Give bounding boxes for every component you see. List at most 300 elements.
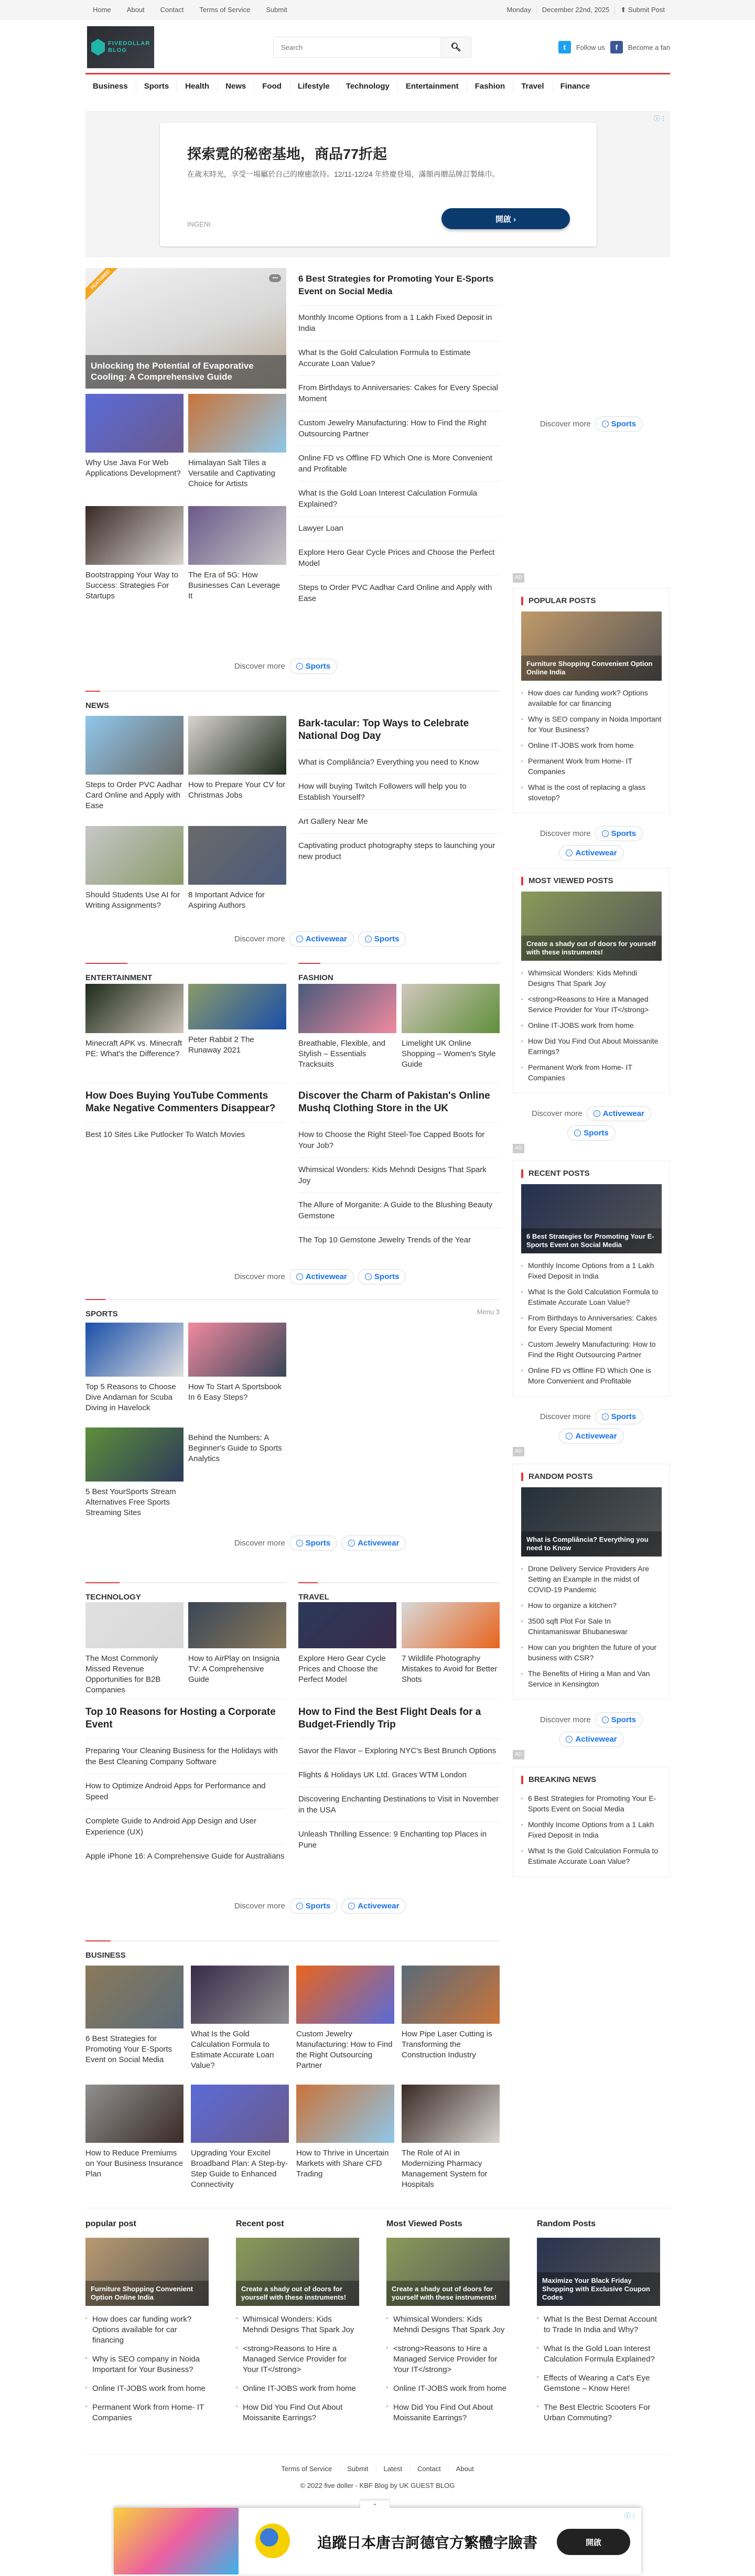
post-thumbnail[interactable] xyxy=(298,984,396,1033)
discover-chip[interactable] xyxy=(341,1898,406,1914)
footer-featured-post[interactable] xyxy=(85,2238,209,2306)
footer-list-item[interactable]: How Did You Find Out About Moissanite Earrings? xyxy=(236,2398,359,2428)
post-title[interactable]: How To Start A Sportsbook In 6 Easy Steps? xyxy=(188,1382,282,1402)
widget-list-item[interactable]: Online IT-JOBS work from home xyxy=(521,737,662,753)
section-divider xyxy=(85,1299,500,1300)
list-item[interactable]: Flights & Holidays UK Ltd. Graces WTM London xyxy=(298,1763,500,1787)
post-title[interactable]: How to AirPlay on Insignia TV: A Comprehensive Guide xyxy=(188,1654,280,1684)
copyright: © 2022 five doller - KBF Blog by UK GUEST BLOG xyxy=(300,2482,455,2489)
post-list xyxy=(85,1083,286,1146)
post-thumbnail[interactable] xyxy=(188,394,286,453)
post-title[interactable]: Behind the Numbers: A Beginner's Guide to Sports Analytics xyxy=(188,1433,282,1463)
chip-label: Sports xyxy=(305,1539,331,1548)
chip-label: Sports xyxy=(584,1129,609,1137)
trend-icon: ↑ xyxy=(602,1413,609,1420)
twitter-icon[interactable]: t xyxy=(558,41,571,53)
section-divider xyxy=(85,691,500,692)
post-thumbnail[interactable] xyxy=(188,826,286,885)
widget-list-item[interactable]: What Is the Gold Calculation Formula to Estimate Accurate Loan Value? xyxy=(521,1843,662,1869)
section-divider xyxy=(298,963,500,964)
widget-list-item[interactable]: Monthly Income Options from a 1 Lakh Fixed Deposit in India xyxy=(521,1258,662,1284)
trend-icon: ↑ xyxy=(365,1273,372,1280)
post-card[interactable] xyxy=(402,1966,500,2060)
discover-label: Discover more xyxy=(540,829,591,838)
widget-featured-title: Create a shady out of doors for yourself with these instruments! xyxy=(521,936,662,961)
post-title[interactable]: 6 Best Strategies for Promoting Your E-Sports Event on Social Media xyxy=(85,2034,172,2064)
post-thumbnail[interactable] xyxy=(188,1323,286,1377)
footer-list-item[interactable]: What Is the Best Demat Account to Trade In India and Why? xyxy=(537,2310,660,2339)
discover-label: Discover more xyxy=(234,662,285,671)
facebook-icon[interactable]: f xyxy=(610,41,623,53)
footer-link-about[interactable]: About xyxy=(448,2465,481,2473)
widget-heading: BREAKING NEWS xyxy=(521,1776,662,1784)
footer-featured-post[interactable] xyxy=(386,2238,510,2306)
nav-item-finance[interactable]: Finance xyxy=(552,80,598,93)
post-thumbnail[interactable] xyxy=(85,2085,184,2143)
post-card[interactable] xyxy=(191,2085,289,2190)
list-item[interactable]: The Allure of Morganite: A Guide to the Blushing Beauty Gemstone xyxy=(298,1193,500,1228)
widget-list-item[interactable]: Custom Jewelry Manufacturing: How to Find the Right Outsourcing Partner xyxy=(521,1336,662,1362)
footer-links xyxy=(0,2465,755,2473)
slider-dots-icon[interactable]: ••• xyxy=(269,274,281,282)
footer-link-submit[interactable]: Submit xyxy=(339,2465,375,2473)
discover-label: Discover more xyxy=(234,1902,285,1910)
lead-post-title[interactable]: Top 10 Reasons for Hosting a Corporate Event xyxy=(85,1706,286,1739)
list-item[interactable]: What Is the Gold Calculation Formula to Estimate Accurate Loan Value? xyxy=(298,341,500,376)
widget-list-item[interactable]: Permanent Work from Home- IT Companies xyxy=(521,753,662,779)
post-title[interactable]: The Era of 5G: How Businesses Can Leverage It xyxy=(188,571,281,600)
post-card[interactable] xyxy=(402,2085,500,2190)
post-thumbnail[interactable] xyxy=(191,1966,289,2024)
section-title: FASHION xyxy=(298,973,333,982)
post-title[interactable]: What Is the Gold Calculation Formula to Estimate Accurate Loan Value? xyxy=(191,2030,274,2070)
post-title[interactable]: How to Reduce Premiums on Your Business Insurance Plan xyxy=(85,2149,183,2178)
discover-chip[interactable] xyxy=(595,1712,643,1727)
list-item[interactable]: Savor the Flavor – Exploring NYC's Best Brunch Options xyxy=(298,1739,500,1763)
post-title[interactable]: 8 Important Advice for Aspiring Authors xyxy=(188,890,265,910)
footer-list-item[interactable]: How does car funding work? Options available for car financing xyxy=(85,2310,209,2350)
widget-list-item[interactable]: How Did You Find Out About Moissanite Earrings? xyxy=(521,1033,662,1059)
widget-list-item[interactable]: Permanent Work from Home- IT Companies xyxy=(521,1059,662,1086)
footer-list-item[interactable]: Why is SEO company in Noida Important for Your Business? xyxy=(85,2350,209,2379)
list-item[interactable]: Monthly Income Options from a 1 Lakh Fixed Deposit in India xyxy=(298,306,500,341)
nav-item-health[interactable]: Health xyxy=(177,80,217,93)
collapse-ad-button[interactable]: ⌄ xyxy=(360,2500,390,2508)
post-card[interactable] xyxy=(188,506,286,602)
footer-column-heading: Most Viewed Posts xyxy=(386,2219,462,2228)
post-card[interactable] xyxy=(296,2085,394,2180)
post-title[interactable]: 5 Best YourSports Stream Alternatives Free Sports Streaming Sites xyxy=(85,1487,176,1517)
post-title[interactable]: Breathable, Flexible, and Stylish – Essentials Tracksuits xyxy=(298,1039,385,1069)
widget-list-item[interactable]: The Benefits of Hiring a Man and Van Service in Kensington xyxy=(521,1666,662,1692)
post-thumbnail[interactable] xyxy=(85,984,184,1033)
post-title[interactable]: Himalayan Salt Tiles a Versatile and Captivating Choice for Artists xyxy=(188,458,275,488)
list-item[interactable]: Custom Jewelry Manufacturing: How to Find the Right Outsourcing Partner xyxy=(298,411,500,446)
post-title[interactable]: How to Thrive in Uncertain Markets with Share CFD Trading xyxy=(296,2149,389,2178)
trend-icon: ↑ xyxy=(602,830,609,837)
section-title: NEWS xyxy=(85,701,109,710)
post-thumbnail[interactable] xyxy=(85,394,184,453)
post-card[interactable] xyxy=(402,984,500,1070)
widget-list-item[interactable]: Why is SEO company in Noida Important for Your Business? xyxy=(521,711,662,737)
widget-list-item[interactable]: What is the cost of replacing a glass stovetop? xyxy=(521,779,662,806)
ad-label: AD xyxy=(513,1750,524,1759)
footer-link-latest[interactable]: Latest xyxy=(376,2465,409,2473)
discover-chip[interactable] xyxy=(358,1269,406,1284)
post-thumbnail[interactable] xyxy=(296,1966,394,2024)
discover-chip[interactable] xyxy=(341,1536,406,1551)
nav-item-entertainment[interactable]: Entertainment xyxy=(397,80,467,93)
list-item[interactable]: How to Choose the Right Steel-Toe Capped Boots for Your Job? xyxy=(298,1123,500,1158)
float-ad-text[interactable]: 追蹤日本唐吉訶德官方繁體字臉書 xyxy=(317,2535,538,2551)
post-title[interactable]: Top 5 Reasons to Choose Dive Andaman for Scuba Diving in Havelock xyxy=(85,1382,176,1412)
post-list xyxy=(298,1083,500,1252)
post-thumbnail[interactable] xyxy=(85,716,184,775)
list-item[interactable]: The Top 10 Gemstone Jewelry Trends of the Year xyxy=(298,1236,471,1244)
chip-label: Sports xyxy=(611,829,637,838)
footer-list-item[interactable]: What Is the Gold Loan Interest Calculation Formula Explained? xyxy=(537,2339,660,2369)
nav-item-food[interactable]: Food xyxy=(254,80,289,93)
widget-list-item[interactable]: Drone Delivery Service Providers Are Setting an Example in the midst of COVID-19 Pandemic xyxy=(521,1561,662,1597)
discover-chip[interactable] xyxy=(587,1106,651,1121)
footer-list-item[interactable]: <strong>Reasons to Hire a Managed Service Provider for Your IT</strong> xyxy=(386,2339,510,2379)
footer-featured-post[interactable] xyxy=(236,2238,359,2306)
footer-list-item[interactable]: Whimsical Wonders: Kids Mehndi Designs That Spark Joy xyxy=(386,2310,510,2339)
discover-chip[interactable] xyxy=(559,1429,623,1444)
post-card[interactable] xyxy=(191,1966,289,2071)
post-title[interactable]: Custom Jewelry Manufacturing: How to Find the Right Outsourcing Partner xyxy=(296,2030,393,2070)
post-title[interactable]: How Pipe Laser Cutting is Transforming the Construction Industry xyxy=(402,2030,492,2059)
list-item[interactable]: What is Compliância? Everything you need to Know xyxy=(298,750,500,775)
post-thumbnail[interactable] xyxy=(188,716,286,775)
list-item[interactable]: Explore Hero Gear Cycle Prices and Choose the Perfect Model xyxy=(298,541,500,576)
chip-label: Sports xyxy=(611,1412,637,1421)
discover-chip[interactable] xyxy=(289,1269,354,1284)
section-accent xyxy=(298,1582,318,1583)
nav-item-business[interactable]: Business xyxy=(93,82,128,91)
discover-chip[interactable] xyxy=(595,416,643,432)
lead-post-title[interactable]: 6 Best Strategies for Promoting Your E-Sports Event on Social Media xyxy=(298,273,500,306)
footer-column xyxy=(236,2219,359,2428)
post-card[interactable] xyxy=(188,1323,286,1403)
top-right xyxy=(501,6,670,14)
post-thumbnail[interactable] xyxy=(85,506,184,565)
chip-label: Sports xyxy=(305,1902,331,1910)
top-link-contact[interactable]: Contact xyxy=(160,6,184,14)
post-card[interactable] xyxy=(188,1427,286,1464)
widget-list-item[interactable]: Whimsical Wonders: Kids Mehndi Designs That Spark Joy xyxy=(521,965,662,991)
widget-list-item[interactable]: How does car funding work? Options available for car financing xyxy=(521,685,662,711)
ad-brand: INGENI xyxy=(187,220,211,228)
section-divider xyxy=(298,1582,500,1583)
ad-info-icon[interactable]: ⓘ⋮ xyxy=(624,2512,637,2519)
post-title[interactable]: Steps to Order PVC Aadhar Card Online and Apply with Ease xyxy=(85,780,182,810)
trend-icon: ↑ xyxy=(296,936,303,942)
submit-post-label: Submit Post xyxy=(628,6,665,14)
discover-more xyxy=(513,1106,670,1141)
post-card[interactable] xyxy=(85,984,184,1059)
top-link-home[interactable]: Home xyxy=(93,6,111,14)
discover-chip[interactable] xyxy=(289,1898,338,1914)
top-link-about[interactable]: About xyxy=(126,6,145,14)
widget-featured-post[interactable] xyxy=(521,1487,662,1557)
post-thumbnail[interactable] xyxy=(85,826,184,885)
day-label: Monday xyxy=(506,6,531,14)
list-item[interactable]: Best 10 Sites Like Putlocker To Watch Movies xyxy=(85,1130,245,1139)
footer-link-terms-of-service[interactable]: Terms of Service xyxy=(281,2465,332,2473)
post-card[interactable] xyxy=(188,716,286,801)
lead-post-title[interactable]: How to Find the Best Flight Deals for a Budget-Friendly Trip xyxy=(298,1706,500,1739)
discover-chip[interactable] xyxy=(289,931,354,947)
ad-image[interactable] xyxy=(114,2508,239,2574)
float-ad-open-button[interactable]: 開啟 xyxy=(557,2529,630,2555)
ad-info-icon[interactable]: ⓘ⋮ xyxy=(653,115,666,122)
post-card[interactable] xyxy=(85,1966,184,2065)
section-title: SPORTS xyxy=(85,1310,118,1318)
list-item[interactable]: Online FD vs Offline FD Which One is More Convenient and Profitable xyxy=(298,446,500,481)
discover-chip[interactable] xyxy=(559,1732,623,1747)
lead-post-title[interactable]: Discover the Charm of Pakistan's Online Mushq Clothing Store in the UK xyxy=(298,1090,500,1123)
chip-label: Activewear xyxy=(575,849,617,857)
post-title[interactable]: Minecraft APK vs. Minecraft PE: What's the Difference? xyxy=(85,1039,182,1058)
widget-list-item[interactable]: From Birthdays to Anniversaries: Cakes for Every Special Moment xyxy=(521,1310,662,1336)
post-card[interactable] xyxy=(85,1323,184,1413)
widget-list-item[interactable]: Online IT-JOBS work from home xyxy=(521,1017,662,1033)
post-thumbnail[interactable] xyxy=(402,984,500,1033)
chip-label: Activewear xyxy=(575,1432,617,1441)
list-item[interactable]: Steps to Order PVC Aadhar Card Online and Apply with Ease xyxy=(298,583,492,603)
post-card[interactable] xyxy=(85,826,184,911)
post-card[interactable] xyxy=(298,1602,396,1685)
trend-icon: ↑ xyxy=(566,850,573,856)
post-thumbnail[interactable] xyxy=(191,2085,289,2143)
discover-more xyxy=(513,1712,670,1747)
list-item[interactable]: Art Gallery Near Me xyxy=(298,810,500,834)
section-divider xyxy=(85,963,286,964)
section-title: BUSINESS xyxy=(85,1951,126,1960)
post-title[interactable]: Limelight UK Online Shopping – Women's Style Guide xyxy=(402,1039,496,1069)
featured-post[interactable] xyxy=(85,268,286,389)
widget-list-item[interactable]: 6 Best Strategies for Promoting Your E-Sports Event on Social Media xyxy=(521,1790,662,1817)
discover-chip[interactable] xyxy=(567,1125,616,1141)
post-card[interactable] xyxy=(298,984,396,1070)
widget-featured-post[interactable] xyxy=(521,1184,662,1253)
trend-icon: ↑ xyxy=(574,1130,581,1136)
section-accent xyxy=(298,963,320,964)
widget-featured-post[interactable] xyxy=(521,892,662,961)
list-item[interactable]: Unleash Thrilling Essence: 9 Enchanting top Places in Pune xyxy=(298,1830,487,1850)
post-thumbnail[interactable] xyxy=(298,1602,396,1648)
discover-more xyxy=(234,1269,406,1284)
discover-more xyxy=(513,1409,670,1444)
lead-post-title[interactable]: Bark-tacular: Top Ways to Celebrate National Dog Day xyxy=(298,717,500,750)
post-card[interactable] xyxy=(85,1602,184,1695)
section-divider xyxy=(85,1940,500,1941)
post-thumbnail[interactable] xyxy=(188,506,286,565)
post-card[interactable] xyxy=(85,1427,184,1518)
post-thumbnail[interactable] xyxy=(402,1966,500,2024)
section-menu-link[interactable]: Menu 3 xyxy=(477,1308,500,1316)
post-title[interactable]: How to Prepare Your CV for Christmas Jobs xyxy=(188,780,286,800)
widget-list-item[interactable]: What Is the Gold Calculation Formula to Estimate Accurate Loan Value? xyxy=(521,1284,662,1310)
post-thumbnail[interactable] xyxy=(402,2085,500,2143)
post-card[interactable] xyxy=(85,2085,184,2180)
top-link-submit[interactable]: Submit xyxy=(266,6,287,14)
list-item[interactable]: What Is the Gold Loan Interest Calculation Formula Explained? xyxy=(298,481,500,517)
nav-item-technology[interactable]: Technology xyxy=(338,80,397,93)
trend-icon: ↑ xyxy=(566,1433,573,1440)
sidebar-widget-popular-posts xyxy=(513,588,670,813)
footer-list-item[interactable]: <strong>Reasons to Hire a Managed Service Provider for Your IT</strong> xyxy=(236,2339,359,2379)
footer-list-item[interactable]: Whimsical Wonders: Kids Mehndi Designs That Spark Joy xyxy=(236,2310,359,2339)
search-icon: 🔍︎ xyxy=(450,43,461,52)
post-title[interactable]: 7 Wildlife Photography Mistakes to Avoid for Better Shots xyxy=(402,1654,498,1684)
post-title[interactable]: Peter Rabbit 2 The Runaway 2021 xyxy=(188,1035,254,1055)
ad-label: AD xyxy=(513,573,524,583)
discover-more xyxy=(234,1536,406,1551)
trend-icon: ↑ xyxy=(365,936,372,942)
widget-list-item[interactable]: 3500 sqft Plot For Sale In Chintamaniswar Bhubaneswar xyxy=(521,1613,662,1639)
list-item[interactable]: Lawyer Loan xyxy=(298,517,500,541)
post-title[interactable]: The Most Commonly Missed Revenue Opportunities for B2B Companies xyxy=(85,1654,161,1694)
discover-chip[interactable] xyxy=(559,845,623,861)
widget-heading: RANDOM POSTS xyxy=(521,1473,662,1481)
list-item[interactable]: Discovering Enchanting Destinations to Visit in November in the USA xyxy=(298,1787,500,1822)
post-thumbnail[interactable] xyxy=(296,2085,394,2143)
list-item[interactable]: How will buying Twitch Followers will help you to Establish Yourself? xyxy=(298,775,500,810)
discover-chip[interactable] xyxy=(289,659,338,674)
chip-label: Sports xyxy=(374,1272,400,1281)
footer-link-contact[interactable]: Contact xyxy=(409,2465,448,2473)
post-thumbnail[interactable] xyxy=(188,1602,286,1648)
post-card[interactable] xyxy=(188,394,286,489)
nav-item-sports[interactable]: Sports xyxy=(136,80,177,93)
post-thumbnail[interactable] xyxy=(402,1602,500,1648)
submit-post-link[interactable] xyxy=(614,6,670,14)
list-item[interactable]: Captivating product photography steps to launching your new product xyxy=(298,841,495,861)
footer-column xyxy=(85,2219,209,2428)
chip-label: Sports xyxy=(611,1715,637,1724)
section-accent xyxy=(85,1299,105,1300)
upload-icon: ⬆ xyxy=(620,6,628,14)
post-list xyxy=(298,717,500,868)
discover-chip[interactable] xyxy=(358,931,406,947)
post-title[interactable]: Bootstrapping Your Way to Success: Strategies For Startups xyxy=(85,571,179,600)
footer-featured-title: Create a shady out of doors for yourself with these instruments! xyxy=(236,2281,359,2306)
post-title[interactable]: Upgrading Your Excitel Broadband Plan: A Step-by-Step Guide to Enhanced Connectivity xyxy=(191,2149,288,2189)
ad-label: AD xyxy=(513,1447,524,1456)
chip-label: Activewear xyxy=(602,1109,644,1118)
post-card[interactable] xyxy=(402,1602,500,1685)
chip-label: Sports xyxy=(374,935,400,943)
nav-item-news[interactable]: News xyxy=(217,80,254,93)
widget-list-item[interactable]: <strong>Reasons to Hire a Managed Service Provider for Your IT</strong> xyxy=(521,991,662,1017)
post-card[interactable] xyxy=(188,1602,286,1685)
footer-list-item[interactable]: How Did You Find Out About Moissanite Earrings? xyxy=(386,2398,510,2428)
list-item[interactable]: Complete Guide to Android App Design and User Experience (UX) xyxy=(85,1809,286,1844)
section-title: ENTERTAINMENT xyxy=(85,973,153,982)
post-card[interactable] xyxy=(85,716,184,811)
section-title: TRAVEL xyxy=(298,1593,329,1602)
footer-list-item[interactable]: Online IT-JOBS work from home xyxy=(386,2379,510,2398)
post-card[interactable] xyxy=(85,506,184,602)
nav-item-lifestyle[interactable]: Lifestyle xyxy=(289,80,338,93)
post-title[interactable]: The Role of AI in Modernizing Pharmacy Management System for Hospitals xyxy=(402,2149,488,2189)
footer-featured-post[interactable] xyxy=(537,2238,660,2306)
list-item[interactable]: How to Optimize Android Apps for Performance and Speed xyxy=(85,1774,286,1809)
widget-list-item[interactable]: How can you brighten the future of your business with CSR? xyxy=(521,1639,662,1666)
post-thumbnail[interactable] xyxy=(85,1966,184,2028)
logo-text: FIVEDOLLAR BLOG xyxy=(108,40,150,53)
footer-list-item[interactable]: Online IT-JOBS work from home xyxy=(236,2379,359,2398)
footer-list-item[interactable]: Online IT-JOBS work from home xyxy=(85,2379,209,2398)
post-card[interactable] xyxy=(188,984,286,1056)
post-thumbnail[interactable] xyxy=(85,1427,184,1482)
post-title[interactable]: Explore Hero Gear Cycle Prices and Choose the Perfect Model xyxy=(298,1654,386,1684)
widget-list-item[interactable]: Monthly Income Options from a 1 Lakh Fixed Deposit in India xyxy=(521,1817,662,1843)
ad-open-button[interactable]: 開啟 › xyxy=(441,208,570,229)
nav-item-travel[interactable]: Travel xyxy=(513,80,552,93)
trend-icon: ↑ xyxy=(296,663,303,670)
footer-featured-title: Create a shady out of doors for yourself with these instruments! xyxy=(386,2281,510,2306)
trend-icon: ↑ xyxy=(602,421,609,427)
discover-more xyxy=(234,931,406,947)
follow-us-link[interactable]: Follow us xyxy=(576,43,605,51)
lead-post-title[interactable]: How Does Buying YouTube Comments Make Negative Commenters Disappear? xyxy=(85,1090,286,1123)
sidebar xyxy=(513,416,670,1877)
widget-heading: RECENT POSTS xyxy=(521,1169,662,1178)
discover-chip[interactable] xyxy=(289,1536,338,1551)
widget-heading: MOST VIEWED POSTS xyxy=(521,877,662,885)
post-thumbnail[interactable] xyxy=(188,984,286,1029)
discover-more xyxy=(234,659,337,674)
post-title[interactable]: Why Use Java For Web Applications Development? xyxy=(85,458,181,478)
trend-icon: ↑ xyxy=(602,1716,609,1723)
featured-badge: FEATURED xyxy=(85,268,122,301)
list-item[interactable]: From Birthdays to Anniversaries: Cakes for Every Special Moment xyxy=(298,376,500,411)
footer-list-item[interactable]: Permanent Work from Home- IT Companies xyxy=(85,2398,209,2428)
widget-featured-post[interactable] xyxy=(521,611,662,681)
date-label: December 22nd, 2025 xyxy=(536,6,615,14)
ad-description: 在歲末時光，享受一場屬於自己的療癒款待。12/11-12/24 年終慶登場，滿額再贈品牌訂製絲巾。 xyxy=(187,170,500,178)
post-card[interactable] xyxy=(188,826,286,911)
list-item[interactable]: Apple iPhone 16: A Comprehensive Guide for Australians xyxy=(85,1852,285,1861)
post-card[interactable] xyxy=(296,1966,394,2071)
discover-chip[interactable] xyxy=(595,1409,643,1424)
footer-list-item[interactable]: Effects of Wearing a Cat's Eye Gemstone – Know Here! xyxy=(537,2369,660,2398)
footer-column-heading: Recent post xyxy=(236,2219,284,2228)
become-fan-link[interactable]: Become a fan xyxy=(628,43,670,51)
widget-list-item[interactable]: How to organize a kitchen? xyxy=(521,1597,662,1613)
discover-more xyxy=(513,416,670,432)
post-thumbnail[interactable] xyxy=(85,1602,184,1648)
list-item[interactable]: Whimsical Wonders: Kids Mehndi Designs That Spark Joy xyxy=(298,1158,500,1193)
chip-label: Activewear xyxy=(358,1539,400,1548)
sidebar-widget-breaking-news xyxy=(513,1767,670,1877)
post-title[interactable]: Should Students Use AI for Writing Assignments? xyxy=(85,890,180,910)
widget-list-item[interactable]: Online FD vs Offline FD Which One is More Convenient and Profitable xyxy=(521,1362,662,1389)
trend-icon: ↑ xyxy=(348,1903,355,1909)
footer-list-item[interactable]: The Best Electric Scooters For Urban Commuting? xyxy=(537,2398,660,2428)
trend-icon: ↑ xyxy=(348,1540,355,1547)
top-link-terms-of-service[interactable]: Terms of Service xyxy=(199,6,251,14)
discover-chip[interactable] xyxy=(595,826,643,841)
post-thumbnail[interactable] xyxy=(85,1323,184,1377)
list-item[interactable]: Preparing Your Cleaning Business for the Holidays with the Best Cleaning Company Software xyxy=(85,1739,286,1774)
footer-featured-title: Maximize Your Black Friday Shopping with Exclusive Coupon Codes xyxy=(537,2272,660,2306)
post-card[interactable] xyxy=(85,394,184,479)
nav-item-fashion[interactable]: Fashion xyxy=(467,80,513,93)
